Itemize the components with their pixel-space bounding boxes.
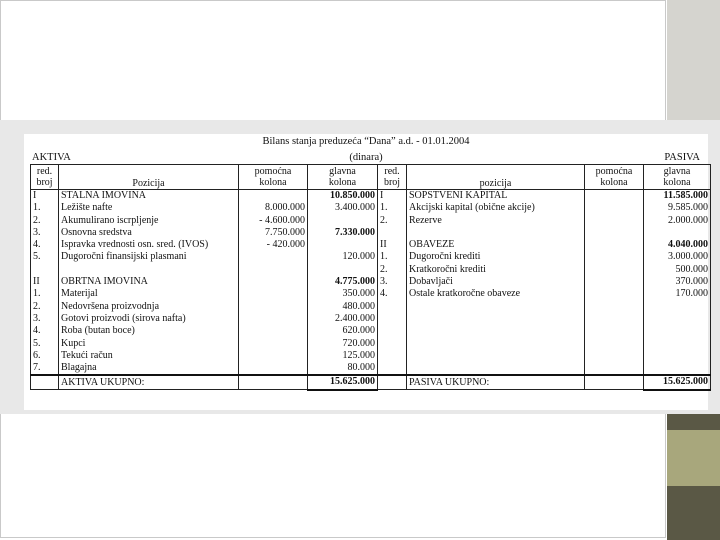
row-number: 1.: [31, 288, 59, 300]
position-name: Dugoročni finansijski plasmani: [59, 251, 239, 263]
auxiliary-value: [239, 264, 308, 276]
auxiliary-value: [585, 251, 644, 263]
position-name: [407, 325, 585, 337]
auxiliary-value: [585, 264, 644, 276]
position-name: [407, 301, 585, 313]
position-name: Ostale kratkoročne obaveze: [407, 288, 585, 300]
auxiliary-value: [239, 276, 308, 288]
auxiliary-value: 8.000.000: [239, 202, 308, 214]
decor-bar: [667, 414, 720, 430]
total-cell: [585, 375, 644, 389]
header-glavna-kolona: glavna kolona: [644, 165, 711, 190]
main-value: [644, 227, 711, 239]
pasiva-total-value: 15.625.000: [644, 375, 711, 389]
auxiliary-value: [585, 239, 644, 251]
main-value: 80.000: [308, 362, 378, 375]
row-number: 4.: [31, 239, 59, 251]
table-header-row: [31, 165, 711, 190]
header-red-broj: red. broj: [378, 165, 407, 190]
main-value: 4.040.000: [644, 239, 711, 251]
row-number: 3.: [31, 313, 59, 325]
total-cell: [31, 375, 59, 389]
auxiliary-value: [585, 288, 644, 300]
main-value: 10.850.000: [308, 190, 378, 203]
row-number: 3.: [378, 276, 407, 288]
auxiliary-value: [585, 202, 644, 214]
table-row: [31, 215, 711, 227]
row-number: 2.: [31, 301, 59, 313]
row-number: 6.: [31, 350, 59, 362]
main-value: 370.000: [644, 276, 711, 288]
position-name: Akcijski kapital (obične akcije): [407, 202, 585, 214]
header-pozicija: pozicija: [407, 165, 585, 190]
position-name: STALNA IMOVINA: [59, 190, 239, 203]
row-number: [378, 350, 407, 362]
row-number: 7.: [31, 362, 59, 375]
table-row: [31, 264, 711, 276]
main-value: [644, 338, 711, 350]
main-value: 3.400.000: [308, 202, 378, 214]
position-name: [407, 227, 585, 239]
main-value: [308, 215, 378, 227]
position-name: [407, 362, 585, 375]
total-cell: [378, 375, 407, 389]
row-number: 1.: [31, 202, 59, 214]
row-number: 2.: [378, 264, 407, 276]
main-value: [644, 313, 711, 325]
auxiliary-value: 7.750.000: [239, 227, 308, 239]
aktiva-total-value: 15.625.000: [308, 375, 378, 389]
auxiliary-value: - 420.000: [239, 239, 308, 251]
position-name: Gotovi proizvodi (sirova nafta): [59, 313, 239, 325]
table-row: [31, 313, 711, 325]
auxiliary-value: [239, 362, 308, 375]
decor-bar: [667, 486, 720, 540]
table-row: [31, 350, 711, 362]
currency-label: (dinara): [349, 152, 383, 163]
auxiliary-value: [585, 190, 644, 203]
row-number: 1.: [378, 202, 407, 214]
position-name: Rezerve: [407, 215, 585, 227]
position-name: Dugoročni krediti: [407, 251, 585, 263]
main-value: 720.000: [308, 338, 378, 350]
table-row: [31, 202, 711, 214]
row-number: 4.: [31, 325, 59, 337]
decor-bar: [667, 430, 720, 486]
aktiva-total-label: AKTIVA UKUPNO:: [59, 375, 239, 389]
balance-table: [30, 164, 711, 391]
table-row: [31, 325, 711, 337]
table-row: [31, 190, 711, 203]
auxiliary-value: [585, 227, 644, 239]
position-name: Akumulirano iscrpljenje: [59, 215, 239, 227]
row-number: [378, 301, 407, 313]
auxiliary-value: [585, 325, 644, 337]
main-value: [308, 239, 378, 251]
auxiliary-value: [585, 301, 644, 313]
auxiliary-value: [585, 350, 644, 362]
pasiva-total-label: PASIVA UKUPNO:: [407, 375, 585, 389]
main-value: 500.000: [644, 264, 711, 276]
position-name: [59, 264, 239, 276]
main-value: [644, 362, 711, 375]
header-pozicija: Pozicija: [59, 165, 239, 190]
main-value: 120.000: [308, 251, 378, 263]
auxiliary-value: [585, 338, 644, 350]
main-value: 9.585.000: [644, 202, 711, 214]
position-name: Dobavljači: [407, 276, 585, 288]
auxiliary-value: [239, 288, 308, 300]
total-cell: [239, 375, 308, 389]
main-value: 170.000: [644, 288, 711, 300]
position-name: [407, 350, 585, 362]
decor-bar: [667, 0, 720, 120]
main-value: 125.000: [308, 350, 378, 362]
auxiliary-value: - 4.600.000: [239, 215, 308, 227]
position-name: OBAVEZE: [407, 239, 585, 251]
main-value: 4.775.000: [308, 276, 378, 288]
row-number: 5.: [31, 338, 59, 350]
row-number: 2.: [378, 215, 407, 227]
auxiliary-value: [239, 251, 308, 263]
totals-row: [31, 375, 711, 389]
position-name: Kupci: [59, 338, 239, 350]
position-name: Ispravka vrednosti osn. sred. (IVOS): [59, 239, 239, 251]
auxiliary-value: [239, 325, 308, 337]
auxiliary-value: [239, 338, 308, 350]
table-row: [31, 239, 711, 251]
row-number: 2.: [31, 215, 59, 227]
header-red-broj: red. broj: [31, 165, 59, 190]
auxiliary-value: [239, 301, 308, 313]
position-name: Roba (butan boce): [59, 325, 239, 337]
main-value: 3.000.000: [644, 251, 711, 263]
header-pomocna-kolona: pomoćna kolona: [239, 165, 308, 190]
main-value: [644, 301, 711, 313]
main-value: 350.000: [308, 288, 378, 300]
main-value: 7.330.000: [308, 227, 378, 239]
aktiva-label: AKTIVA: [32, 152, 71, 163]
auxiliary-value: [585, 215, 644, 227]
row-number: [31, 264, 59, 276]
balance-sheet: [24, 134, 708, 410]
row-number: 4.: [378, 288, 407, 300]
main-value: 11.585.000: [644, 190, 711, 203]
row-number: 5.: [31, 251, 59, 263]
position-name: [407, 338, 585, 350]
table-row: [31, 227, 711, 239]
auxiliary-value: [239, 350, 308, 362]
row-number: 1.: [378, 251, 407, 263]
row-number: II: [31, 276, 59, 288]
main-value: [308, 264, 378, 276]
position-name: Kratkoročni krediti: [407, 264, 585, 276]
position-name: Tekući račun: [59, 350, 239, 362]
table-body: [31, 190, 711, 376]
row-number: [378, 362, 407, 375]
position-name: [407, 313, 585, 325]
position-name: Blagajna: [59, 362, 239, 375]
header-pomocna-kolona: pomoćna kolona: [585, 165, 644, 190]
position-name: Ležište nafte: [59, 202, 239, 214]
table-row: [31, 288, 711, 300]
row-number: [378, 227, 407, 239]
auxiliary-value: [585, 276, 644, 288]
main-value: 2.400.000: [308, 313, 378, 325]
header-glavna-kolona: glavna kolona: [308, 165, 378, 190]
pasiva-label: PASIVA: [664, 152, 700, 163]
position-name: SOPSTVENI KAPITAL: [407, 190, 585, 203]
main-value: [644, 325, 711, 337]
auxiliary-value: [585, 362, 644, 375]
main-value: [644, 350, 711, 362]
main-value: 2.000.000: [644, 215, 711, 227]
row-number: [378, 338, 407, 350]
auxiliary-value: [585, 313, 644, 325]
table-row: [31, 301, 711, 313]
auxiliary-value: [239, 190, 308, 203]
position-name: OBRTNA IMOVINA: [59, 276, 239, 288]
position-name: Osnovna sredstva: [59, 227, 239, 239]
table-row: [31, 338, 711, 350]
table-row: [31, 251, 711, 263]
table-row: [31, 362, 711, 375]
row-number: I: [31, 190, 59, 203]
row-number: 3.: [31, 227, 59, 239]
main-value: 620.000: [308, 325, 378, 337]
table-row: [31, 276, 711, 288]
row-number: II: [378, 239, 407, 251]
row-number: I: [378, 190, 407, 203]
row-number: [378, 313, 407, 325]
main-value: 480.000: [308, 301, 378, 313]
row-number: [378, 325, 407, 337]
position-name: Nedovršena proizvodnja: [59, 301, 239, 313]
auxiliary-value: [239, 313, 308, 325]
document-title: Bilans stanja preduzeća “Dana” a.d. - 01.01.2004: [262, 136, 470, 147]
scanned-document: [0, 120, 720, 414]
position-name: Materijal: [59, 288, 239, 300]
